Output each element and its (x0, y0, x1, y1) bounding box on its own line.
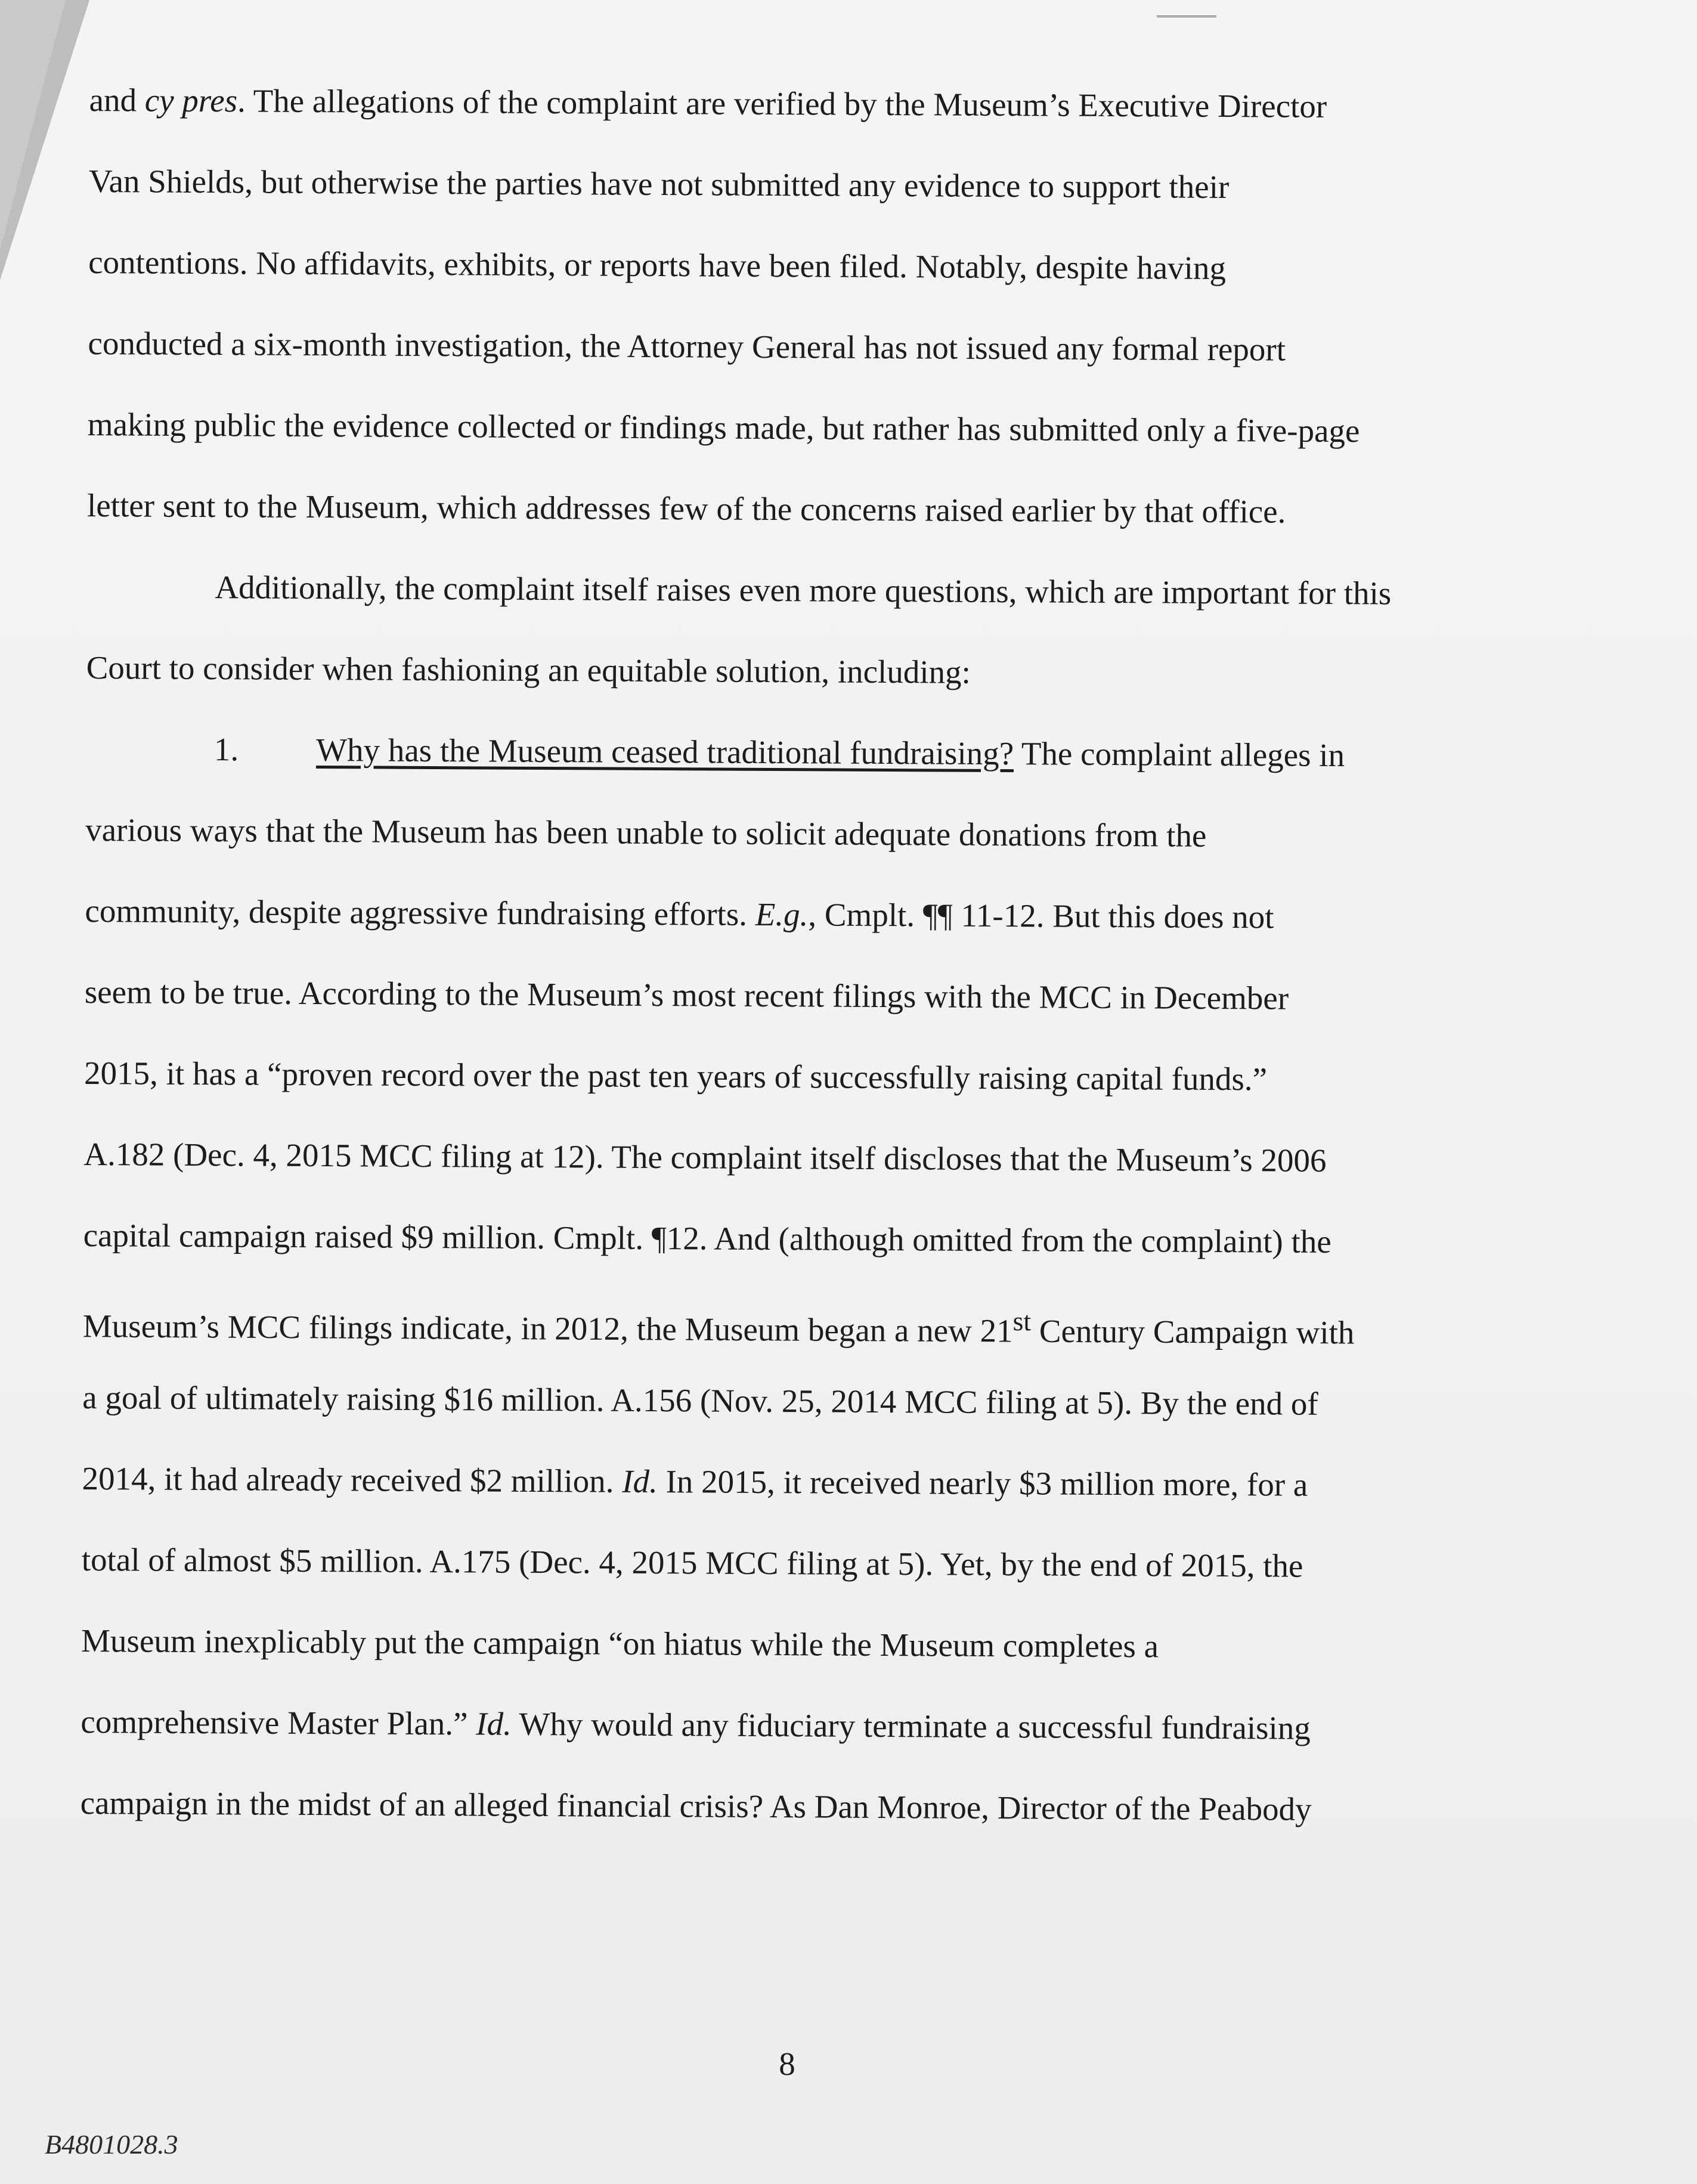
text-line-4: conducted a six-month investigation, the Attorney General has not issued any formal report (88, 324, 1286, 368)
text-line-7: Additionally, the complaint itself raises even more questions, which are important for this (215, 569, 1392, 612)
text-line-1: and cy pres. The allegations of the complaint are verified by the Museum’s Executive Director (89, 81, 1327, 125)
text-line-22: campaign in the midst of an alleged financial crisis? As Dan Monroe, Director of the Peabody (80, 1784, 1312, 1827)
text-line-6: letter sent to the Museum, which addresses few of the concerns raised earlier by that office. (86, 487, 1286, 530)
page-corner-fold (0, 0, 66, 250)
text-line-2: Van Shields, but otherwise the parties have not submitted any evidence to support their (88, 162, 1230, 206)
text-line-9: 1. Why has the Museum ceased traditional fundraising? The complaint alleges in (213, 731, 1345, 774)
question-heading: Why has the Museum ceased traditional fundraising? (316, 732, 1014, 772)
text-line-15: capital campaign raised $9 million. Cmplt. ¶12. And (although omitted from the complaint) the (83, 1216, 1331, 1260)
page-number: 8 (779, 2046, 795, 2082)
text-line-21: comprehensive Master Plan.” Id. Why would any fiduciary terminate a successful fundraising (80, 1703, 1311, 1746)
text-line-12: seem to be true. According to the Museum’s most recent filings with the MCC in December (84, 973, 1289, 1017)
text-line-13: 2015, it has a “proven record over the past ten years of successfully raising capital funds.” (83, 1054, 1268, 1098)
list-number: 1. (213, 731, 239, 768)
text-line-20: Museum inexplicably put the campaign “on hiatus while the Museum completes a (80, 1622, 1159, 1665)
text-line-8: Court to consider when fashioning an equitable solution, including: (86, 649, 971, 690)
text-line-19: total of almost $5 million. A.175 (Dec. 4, 2015 MCC filing at 5). Yet, by the end of 2015, the (81, 1541, 1303, 1584)
text-line-11: community, despite aggressive fundraising efforts. E.g., Cmplt. ¶¶ 11-12. But this does not (85, 892, 1274, 935)
text-line-14: A.182 (Dec. 4, 2015 MCC filing at 12). The complaint itself discloses that the Museum’s 2006 (83, 1135, 1327, 1179)
text-line-18: 2014, it had already received $2 million. Id. In 2015, it received nearly $3 million more, for a (82, 1460, 1308, 1503)
text-line-17: a goal of ultimately raising $16 million. A.156 (Nov. 25, 2014 MCC filing at 5). By the end of (82, 1378, 1318, 1422)
body-text (80, 60, 1503, 1851)
text-line-10: various ways that the Museum has been unable to solicit adequate donations from the (85, 811, 1207, 854)
text-line-3: contentions. No affidavits, exhibits, or reports have been filed. Notably, despite having (88, 243, 1227, 286)
binding-mark (1157, 0, 1216, 17)
document-id: B4801028.3 (45, 2129, 178, 2160)
text-line-16: Museum’s MCC filings indicate, in 2012, the Museum began a new 21st Century Campaign with (82, 1306, 1355, 1351)
text-line-5: making public the evidence collected or findings made, but rather has submitted only a five-page (87, 405, 1360, 450)
